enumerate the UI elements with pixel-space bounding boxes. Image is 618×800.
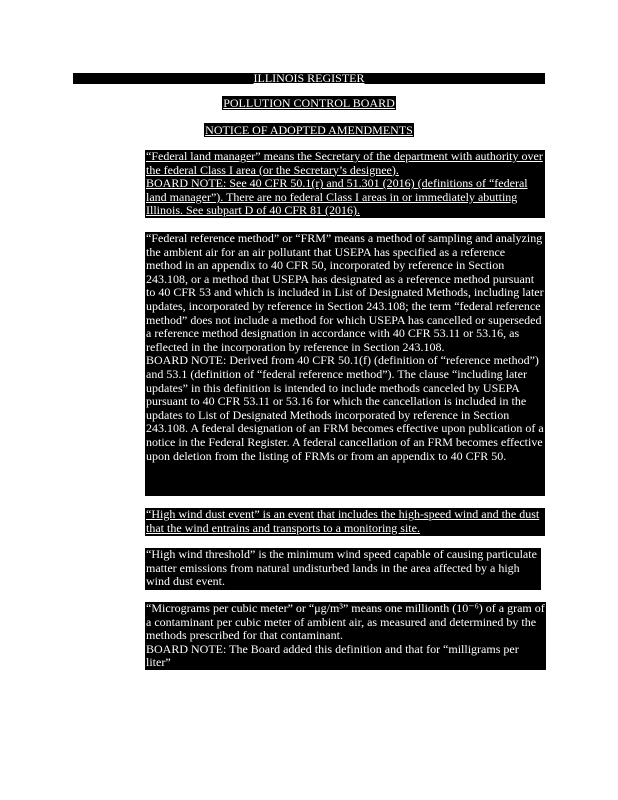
board-note: BOARD NOTE: Derived from 40 CFR 50.1(f) (definition of “reference method”) and 53.1 (definition of “federal reference method”). The clause “including later updates” in this definition is intended to include methods canceled by USEPA pursuant to 40 CFR 53.11 or 53.16 for which the cancellation is included in the updates to List of Designated Methods incorporated by reference in Section 243.108. A federal designation of an FRM becomes effective upon publication of a notice in the Federal Register. A federal cancellation of an FRM becomes effective upon deletion from the listing of FRMs or from an appendix to 40 CFR 50. <box>146 353 544 463</box>
definition-federal-reference-method <box>145 232 545 496</box>
definition-high-wind-threshold <box>145 548 541 590</box>
definition-micrograms-per-cubic-meter <box>145 602 546 670</box>
definition-federal-land-manager <box>145 150 545 218</box>
definition-high-wind-dust-event <box>145 508 545 536</box>
board-heading <box>0 97 618 110</box>
board-note: BOARD NOTE: The Board added this definition and that for “milligrams per liter” <box>146 641 519 670</box>
notice-heading <box>0 124 618 137</box>
definition-text: “Federal reference method” or “FRM” means a method of sampling and analyzing the ambient air for an air pollutant that USEPA has specified as a reference method in an appendix to 40 CFR 50, incorporated by reference in Section 243.108, or a method that USEPA has designated as a reference method pursuant to 40 CFR 53 and which is included in List of Designated Methods, including later updates, incorporated by reference in Section 243.108; the term “federal reference method” does not include a method for which USEPA has cancelled or superseded a reference method designation in accordance with 40 CFR 53.11 or 53.16, as reflected in the incorporation by reference in Section 243.108. <box>146 231 544 354</box>
board-note: BOARD NOTE: See 40 CFR 50.1(r) and 51.301 (2016) (definitions of “federal land manager”). There are no federal Class I areas in or immediately abutting Illinois. See subpart D of 40 CFR 81 (2016). <box>146 176 528 218</box>
definition-text: “High wind dust event” is an event that includes the high-speed wind and the dust that the wind entrains and transports to a monitoring site. <box>146 507 540 535</box>
notice-heading-text: NOTICE OF ADOPTED AMENDMENTS <box>205 123 413 137</box>
definition-text: “Federal land manager” means the Secretary of the department with authority over the federal Class I area (or the Secretary’s designee). <box>146 149 543 177</box>
definition-text: “High wind threshold” is the minimum wind speed capable of causing particulate matter emissions from natural undisturbed lands in the area affected by a high wind dust event. <box>146 547 537 589</box>
register-header: ILLINOIS REGISTER <box>73 73 545 84</box>
definition-text: “Micrograms per cubic meter” or “μg/m³” means one millionth (10⁻⁶) of a gram of a contaminant per cubic meter of ambient air, as measured and determined by the methods prescribed for that contaminant. <box>146 601 545 643</box>
board-heading-text: POLLUTION CONTROL BOARD <box>223 96 395 110</box>
